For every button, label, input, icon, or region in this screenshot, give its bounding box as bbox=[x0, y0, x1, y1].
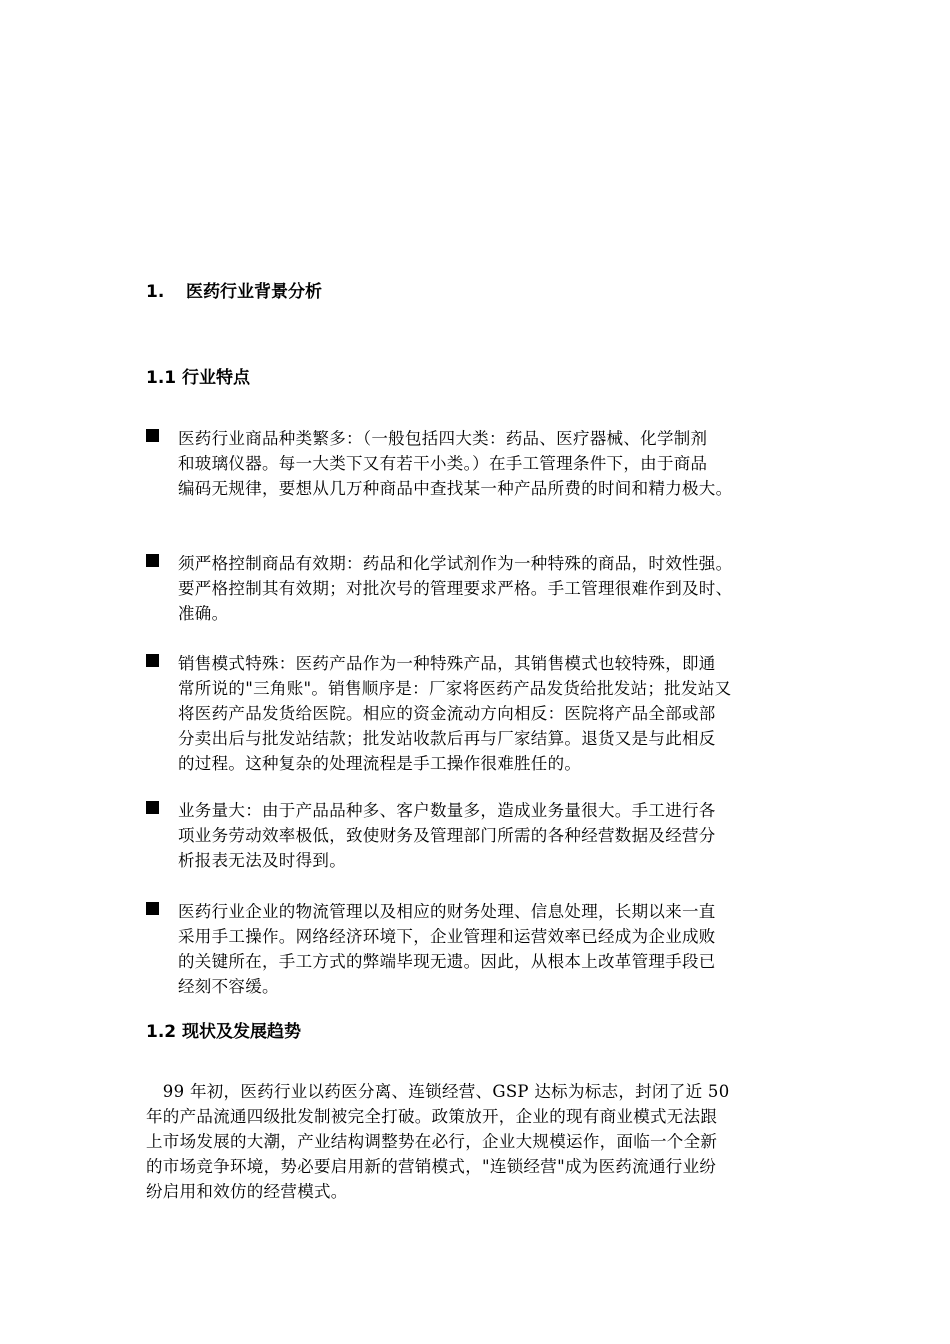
text-line: 的过程。这种复杂的处理流程是手工操作很难胜任的。 bbox=[178, 754, 582, 773]
bullet-item bbox=[146, 426, 826, 501]
text-line: 准确。 bbox=[178, 604, 229, 623]
text-line: 销售模式特殊：医药产品作为一种特殊产品，其销售模式也较特殊，即通 bbox=[178, 654, 716, 673]
text-line: 常所说的"三角账"。销售顺序是：厂家将医药产品发货给批发站；批发站又 bbox=[178, 679, 732, 698]
text-line: 上市场发展的大潮，产业结构调整势在必行，企业大规模运作，面临一个全新 bbox=[146, 1132, 718, 1151]
subsection-heading-1-1: 1.1 行业特点 bbox=[146, 368, 251, 388]
text-line: 的市场竞争环境，势必要启用新的营销模式，"连锁经营"成为医药流通行业纷 bbox=[146, 1157, 717, 1176]
bullet-item bbox=[146, 798, 826, 873]
section-number: 1. bbox=[146, 282, 165, 302]
text-line: 要严格控制其有效期；对批次号的管理要求严格。手工管理很难作到及时、 bbox=[178, 579, 733, 598]
text-line: 采用手工操作。网络经济环境下，企业管理和运营效率已经成为企业成败 bbox=[178, 927, 716, 946]
square-bullet-icon bbox=[146, 902, 159, 915]
text-line: 分卖出后与批发站结款；批发站收款后再与厂家结算。退货又是与此相反 bbox=[178, 729, 716, 748]
text-line: 须严格控制商品有效期：药品和化学试剂作为一种特殊的商品，时效性强。 bbox=[178, 554, 733, 573]
text-line: 的关键所在，手工方式的弊端毕现无遗。因此，从根本上改革管理手段已 bbox=[178, 952, 716, 971]
text-line: 项业务劳动效率极低，致使财务及管理部门所需的各种经营数据及经营分 bbox=[178, 826, 716, 845]
bullet-text bbox=[178, 899, 826, 999]
bullet-text bbox=[178, 426, 826, 501]
text-line: 和玻璃仪器。每一大类下又有若干小类。）在手工管理条件下，由于商品 bbox=[178, 454, 708, 473]
text-line: 经刻不容缓。 bbox=[178, 977, 279, 996]
text-line: 将医药产品发货给医院。相应的资金流动方向相反：医院将产品全部或部 bbox=[178, 704, 716, 723]
bullet-item bbox=[146, 651, 826, 776]
bullet-text bbox=[178, 651, 826, 776]
bullet-item bbox=[146, 899, 826, 999]
bullet-text bbox=[178, 551, 826, 626]
text-line: 年的产品流通四级批发制被完全打破。政策放开，企业的现有商业模式无法跟 bbox=[146, 1107, 718, 1126]
section-heading-1 bbox=[146, 280, 322, 304]
square-bullet-icon bbox=[146, 801, 159, 814]
body-paragraph bbox=[146, 1079, 810, 1204]
square-bullet-icon bbox=[146, 554, 159, 567]
text-line: 析报表无法及时得到。 bbox=[178, 851, 346, 870]
square-bullet-icon bbox=[146, 429, 159, 442]
text-line: 业务量大：由于产品品种多、客户数量多，造成业务量很大。手工进行各 bbox=[178, 801, 716, 820]
bullet-item bbox=[146, 551, 826, 626]
text-line: 编码无规律，要想从几万种商品中查找某一种产品所费的时间和精力极大。 bbox=[178, 479, 733, 498]
text-line: 99 年初，医药行业以药医分离、连锁经营、GSP 达标为标志，封闭了近 50 bbox=[146, 1082, 730, 1101]
section-title: 医药行业背景分析 bbox=[186, 282, 322, 302]
square-bullet-icon bbox=[146, 654, 159, 667]
bullet-text bbox=[178, 798, 826, 873]
subsection-heading-1-2: 1.2 现状及发展趋势 bbox=[146, 1022, 302, 1042]
text-line: 医药行业商品种类繁多：（一般包括四大类：药品、医疗器械、化学制剂 bbox=[178, 429, 708, 448]
text-line: 医药行业企业的物流管理以及相应的财务处理、信息处理，长期以来一直 bbox=[178, 902, 716, 921]
text-line: 纷启用和效仿的经营模式。 bbox=[146, 1182, 348, 1201]
